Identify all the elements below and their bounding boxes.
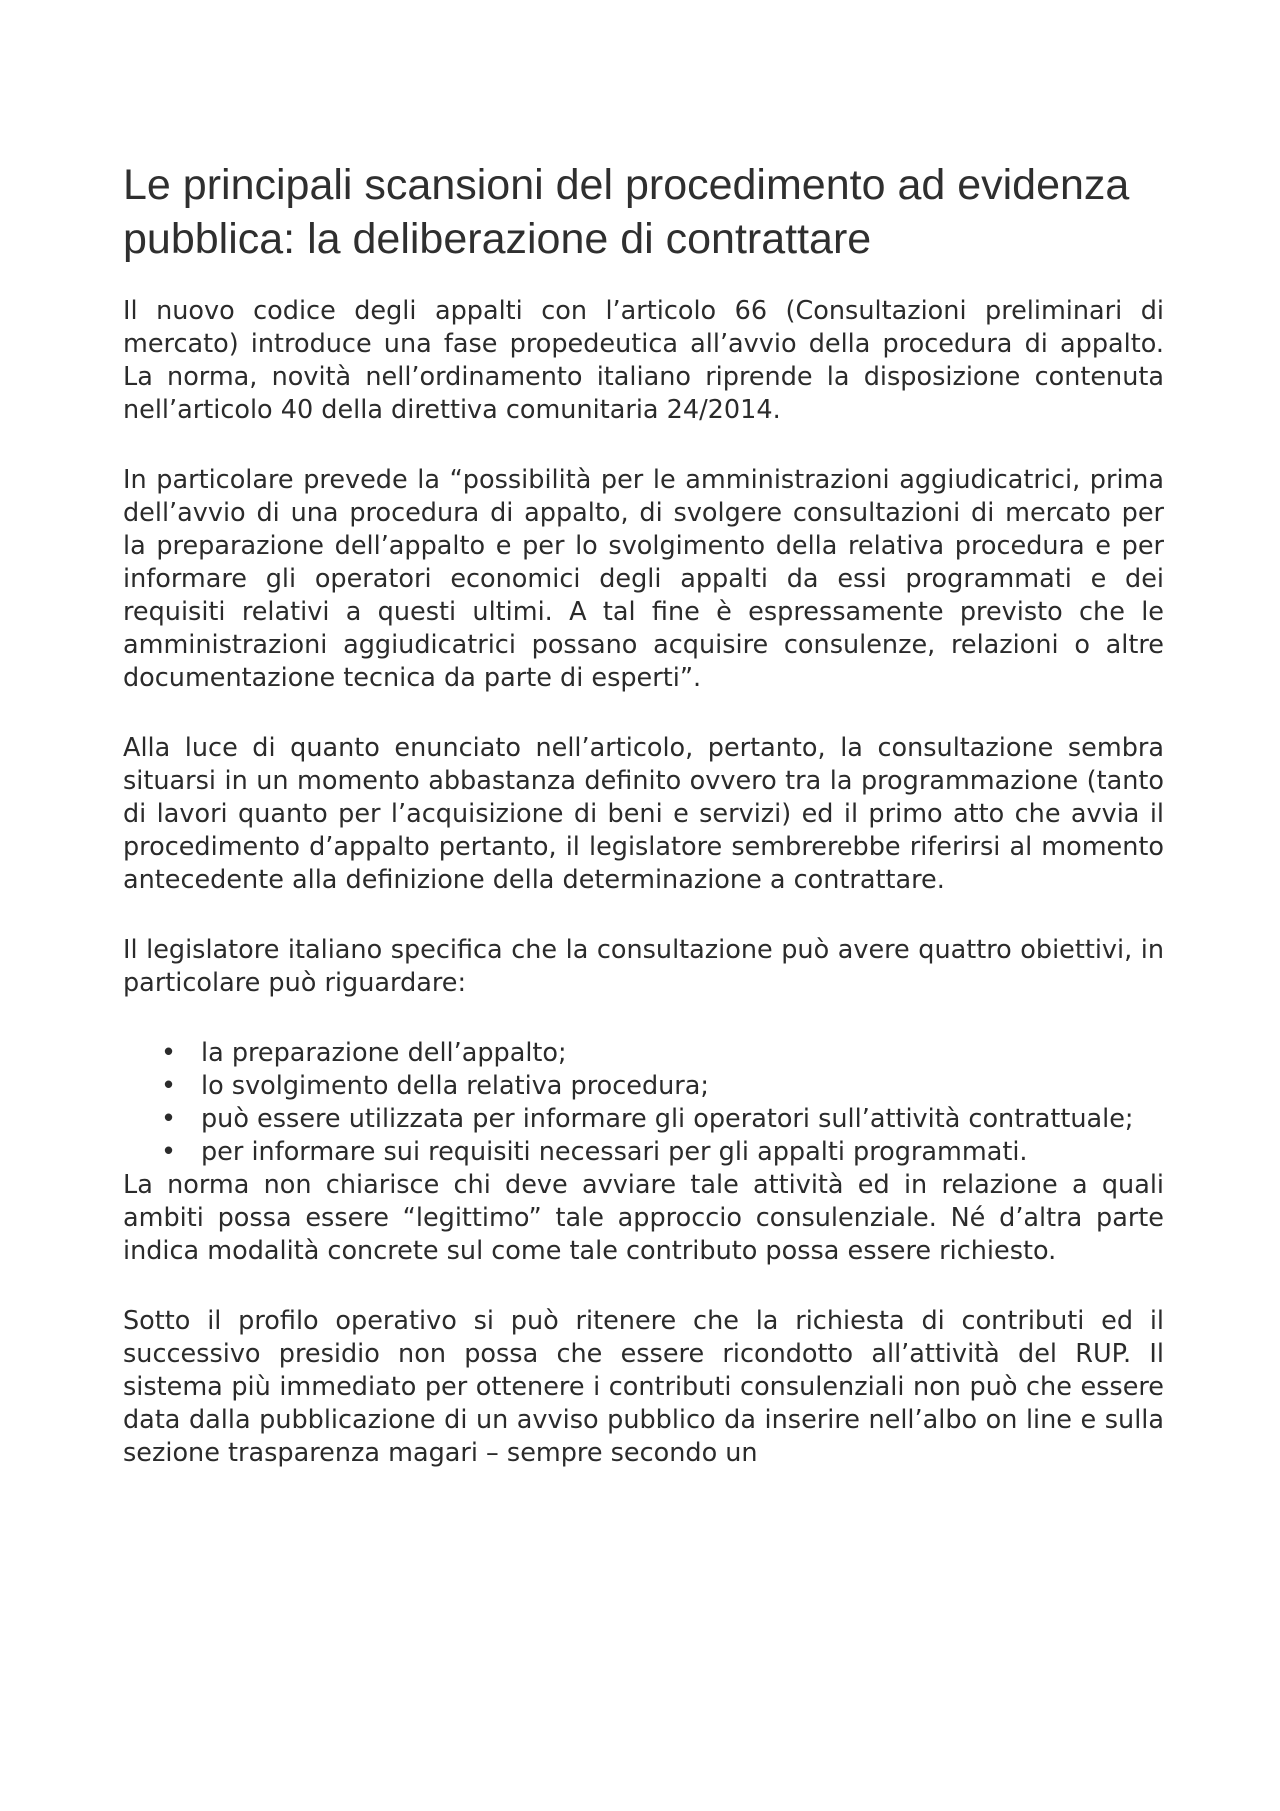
document-page (123, 158, 1164, 1470)
list-item (161, 1103, 1164, 1136)
bullet-icon: • (161, 1104, 177, 1134)
bullet-icon: • (161, 1071, 177, 1101)
document-title: Le principali scansioni del procedimento ad evidenza pubblica: la deliberazione di contrattare (123, 161, 1130, 263)
list-item-text: per informare sui requisiti necessari per gli appalti programmati. (201, 1137, 1028, 1167)
list-item (161, 1136, 1164, 1169)
objectives-list (123, 1037, 1164, 1169)
list-item-text: lo svolgimento della relativa procedura; (201, 1071, 709, 1101)
paragraph-6: Sotto il profilo operativo si può ritenere che la richiesta di contributi ed il successivo presidio non possa che essere ricondotto all’attività del RUP. Il sistema più immediato per ottenere i contributi consulenziali non può che essere data dalla pubblicazione di un avviso pubblico da inserire nell’albo on line e sulla sezione trasparenza magari – sempre secondo un (123, 1306, 1164, 1468)
list-item (161, 1070, 1164, 1103)
paragraph-1: Il nuovo codice degli appalti con l’articolo 66 (Consultazioni preliminari di mercato) introduce una fase propedeutica all’avvio della procedura di appalto. La norma, novità nell’ordinamento italiano riprende la disposizione contenuta nell’articolo 40 della direttiva comunitaria 24/2014. (123, 296, 1164, 425)
list-item-text: la preparazione dell’appalto; (201, 1038, 567, 1068)
paragraph-5: La norma non chiarisce chi deve avviare tale attività ed in relazione a quali ambiti possa essere “legittimo” tale approccio consulenziale. Né d’altra parte indica modalità concrete sul come tale contributo possa essere richiesto. (123, 1170, 1164, 1266)
paragraph-2: In particolare prevede la “possibilità per le amministrazioni aggiudicatrici, prima dell’avvio di una procedura di appalto, di svolgere consultazioni di mercato per la preparazione dell’appalto e per lo svolgimento della relativa procedura e per informare gli operatori economici degli appalti da essi programmati e dei requisiti relativi a questi ultimi. A tal fine è espressamente previsto che le amministrazioni aggiudicatrici possano acquisire consulenze, relazioni o altre documentazione tecnica da parte di esperti”. (123, 465, 1164, 693)
bullet-icon: • (161, 1137, 177, 1167)
list-item-text: può essere utilizzata per informare gli operatori sull’attività contrattuale; (201, 1104, 1134, 1134)
list-item (161, 1037, 1164, 1070)
paragraph-3: Alla luce di quanto enunciato nell’articolo, pertanto, la consultazione sembra situarsi in un momento abbastanza definito ovvero tra la programmazione (tanto di lavori quanto per l’acquisizione di beni e servizi) ed il primo atto che avvia il procedimento d’appalto pertanto, il legislatore sembrerebbe riferirsi al momento antecedente alla definizione della determinazione a contrattare. (123, 733, 1164, 895)
bullet-icon: • (161, 1038, 177, 1068)
paragraph-4: Il legislatore italiano specifica che la consultazione può avere quattro obiettivi, in particolare può riguardare: (123, 935, 1164, 998)
